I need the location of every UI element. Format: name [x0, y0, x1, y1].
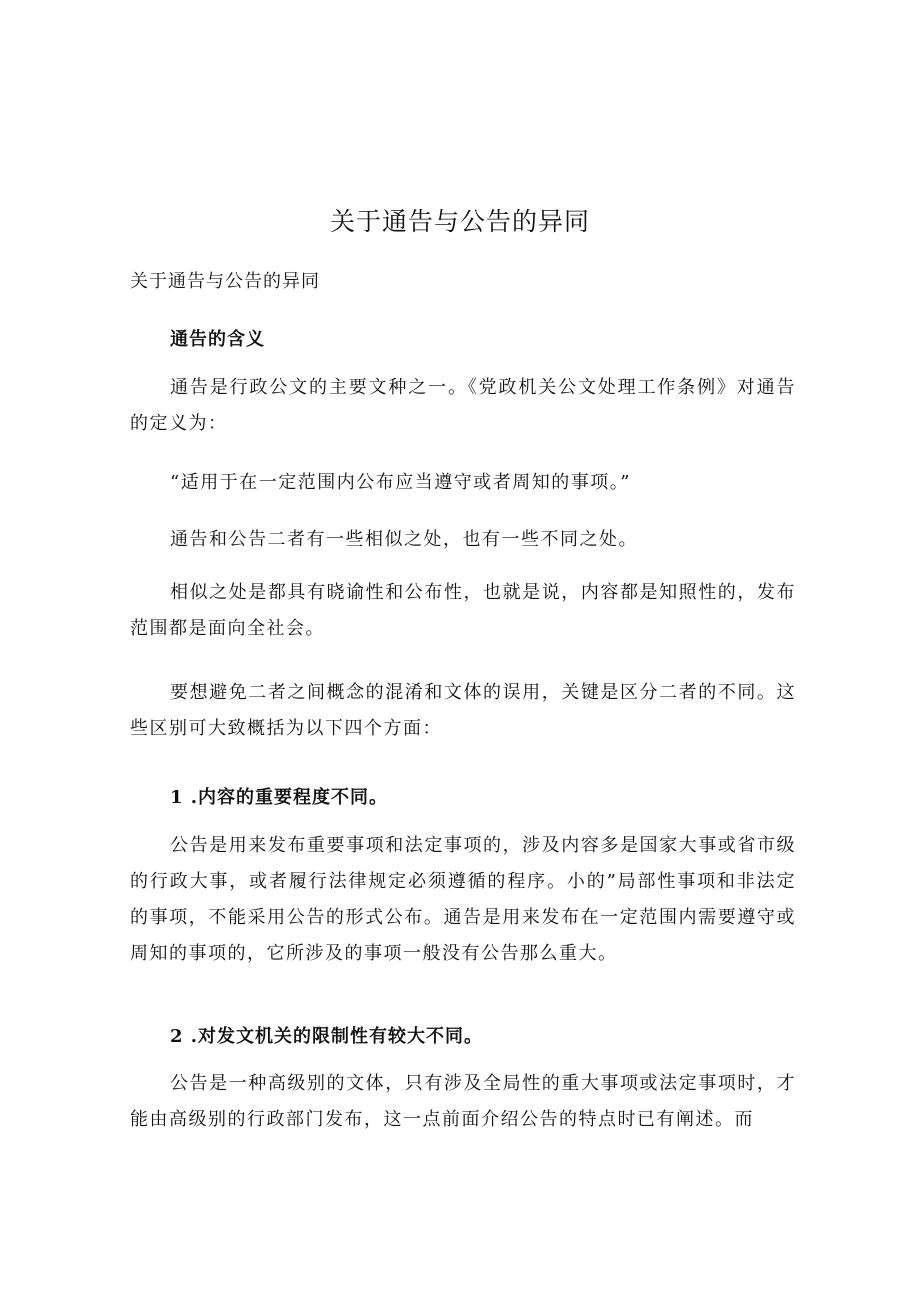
document-subtitle: 关于通告与公告的异同	[130, 271, 320, 292]
point-1-heading: 1 .内容的重要程度不同。	[170, 787, 389, 808]
point-1-body: 公告是用来发布重要事项和法定事项的，涉及内容多是国家大事或省市级的行政大事，或者履行法律规定必须遵循的程序。小的”局部性事项和非法定的事项，不能采用公告的形式公布。通告是用来发布在一定范围内需要遵守或周知的事项的，它所涉及的事项一般没有公告那么重大。	[130, 835, 796, 964]
point-2-body: 公告是一种高级别的文体，只有涉及全局性的重大事项或法定事项时，才能由高级别的行政部门发布，这一点前面介绍公告的特点时已有阐述。而	[130, 1073, 796, 1130]
paragraph-similarities: 相似之处是都具有晓谕性和公布性，也就是说，内容都是知照性的，发布范围都是面向全社会。	[130, 582, 796, 639]
paragraph-differences-intro: 要想避免二者之间概念的混淆和文体的误用，关键是区分二者的不同。这些区别可大致概括为以下四个方面：	[130, 682, 796, 739]
paragraph-similar-different: 通告和公告二者有一些相似之处，也有一些不同之处。	[170, 529, 638, 550]
paragraph-quote: “适用于在一定范围内公布应当遵守或者周知的事项。”	[170, 472, 631, 493]
point-2-heading: 2 .对发文机关的限制性有较大不同。	[170, 1026, 484, 1047]
paragraph-definition: 通告是行政公文的主要文种之一。《党政机关公文处理工作条例》对通告的定义为：	[130, 377, 796, 434]
section-heading: 通告的含义	[170, 329, 265, 350]
document-title: 关于通告与公告的异同	[329, 207, 590, 236]
